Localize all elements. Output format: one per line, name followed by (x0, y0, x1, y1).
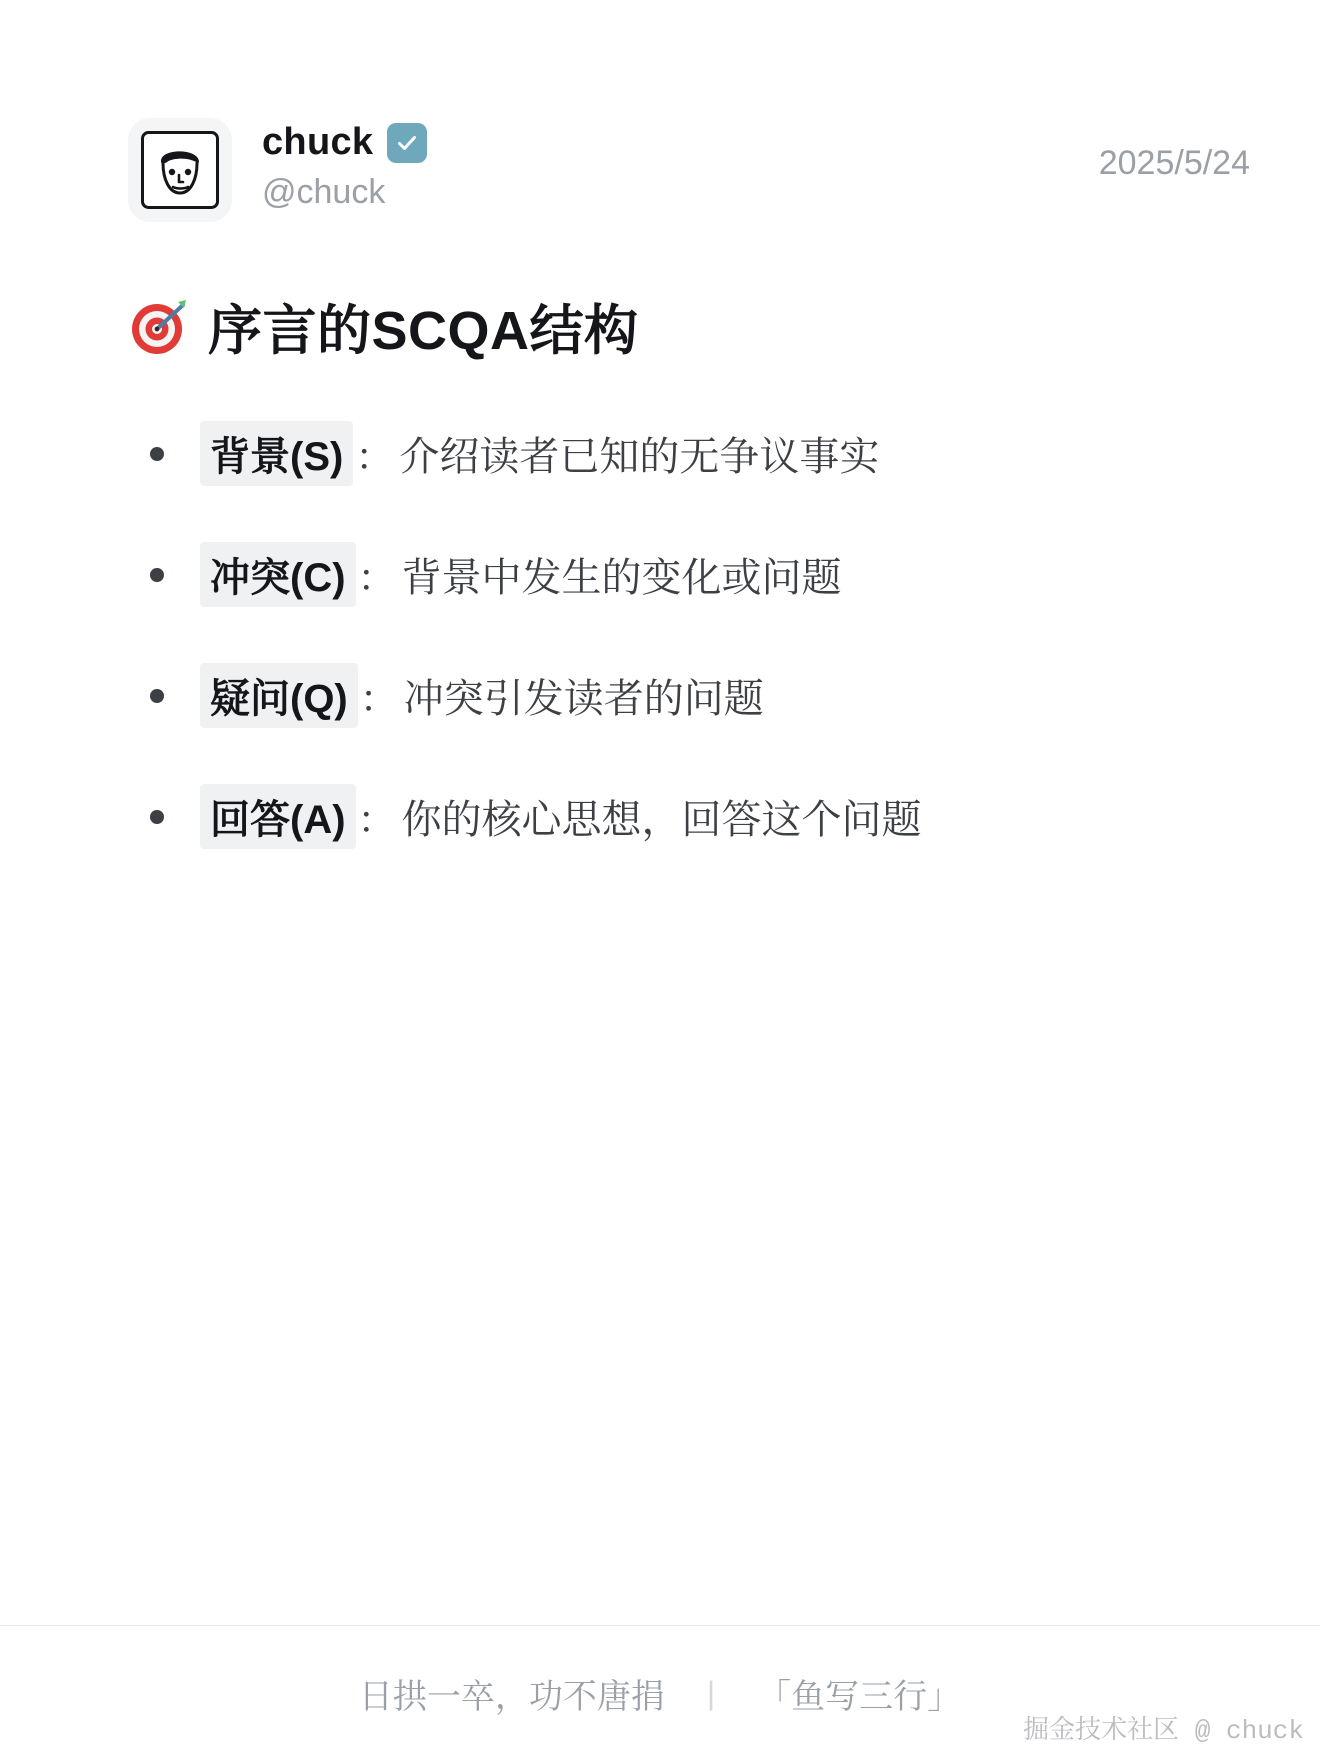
verified-check-icon (387, 123, 427, 163)
bullet-dot-icon (150, 447, 164, 461)
content-spacer (0, 905, 1320, 1625)
list-item (150, 421, 1320, 486)
author-handle: @chuck (262, 172, 386, 211)
bullet-description: 你的核心思想，回答这个问题 (401, 798, 922, 842)
footer-content (359, 1669, 961, 1718)
author-display-name: chuck (262, 121, 374, 163)
bullet-colon: ： (357, 800, 396, 842)
bullet-dot-icon (150, 689, 164, 703)
bullet-term: 背景(S) (200, 421, 353, 486)
post-title: 序言的SCQA结构 (208, 301, 639, 361)
list-item (150, 542, 1320, 607)
post-date: 2025/5/24 (1098, 144, 1250, 182)
bullet-list (0, 365, 1320, 905)
bullet-colon: ： (355, 437, 394, 479)
bullet-colon: ： (357, 558, 396, 600)
bullet-term: 冲突(C) (200, 542, 356, 607)
list-item (150, 784, 1320, 849)
bullet-term: 回答(A) (200, 784, 356, 849)
bullet-description: 冲突引发读者的问题 (403, 677, 764, 721)
bullet-term: 疑问(Q) (200, 663, 358, 728)
author-identity (262, 118, 427, 211)
bullet-colon: ： (359, 679, 398, 721)
bullet-description: 介绍读者已知的无争议事实 (399, 435, 880, 479)
author-name-row (262, 122, 427, 164)
post-footer (0, 1625, 1320, 1760)
list-item (150, 663, 1320, 728)
watermark: 掘金技术社区 @ chuck (1023, 1716, 1304, 1746)
footer-brand: 「鱼写三行」 (757, 1677, 962, 1716)
post-title-row (0, 222, 1320, 365)
dart-target-icon (128, 296, 190, 358)
avatar-face-icon (141, 131, 219, 209)
avatar[interactable] (128, 118, 232, 222)
bullet-dot-icon (150, 568, 164, 582)
bullet-dot-icon (150, 810, 164, 824)
footer-motto: 日拱一卒，功不唐捐 (358, 1677, 665, 1716)
footer-separator: | (706, 1674, 716, 1711)
post-header (0, 0, 1320, 222)
bullet-description: 背景中发生的变化或问题 (401, 556, 842, 600)
